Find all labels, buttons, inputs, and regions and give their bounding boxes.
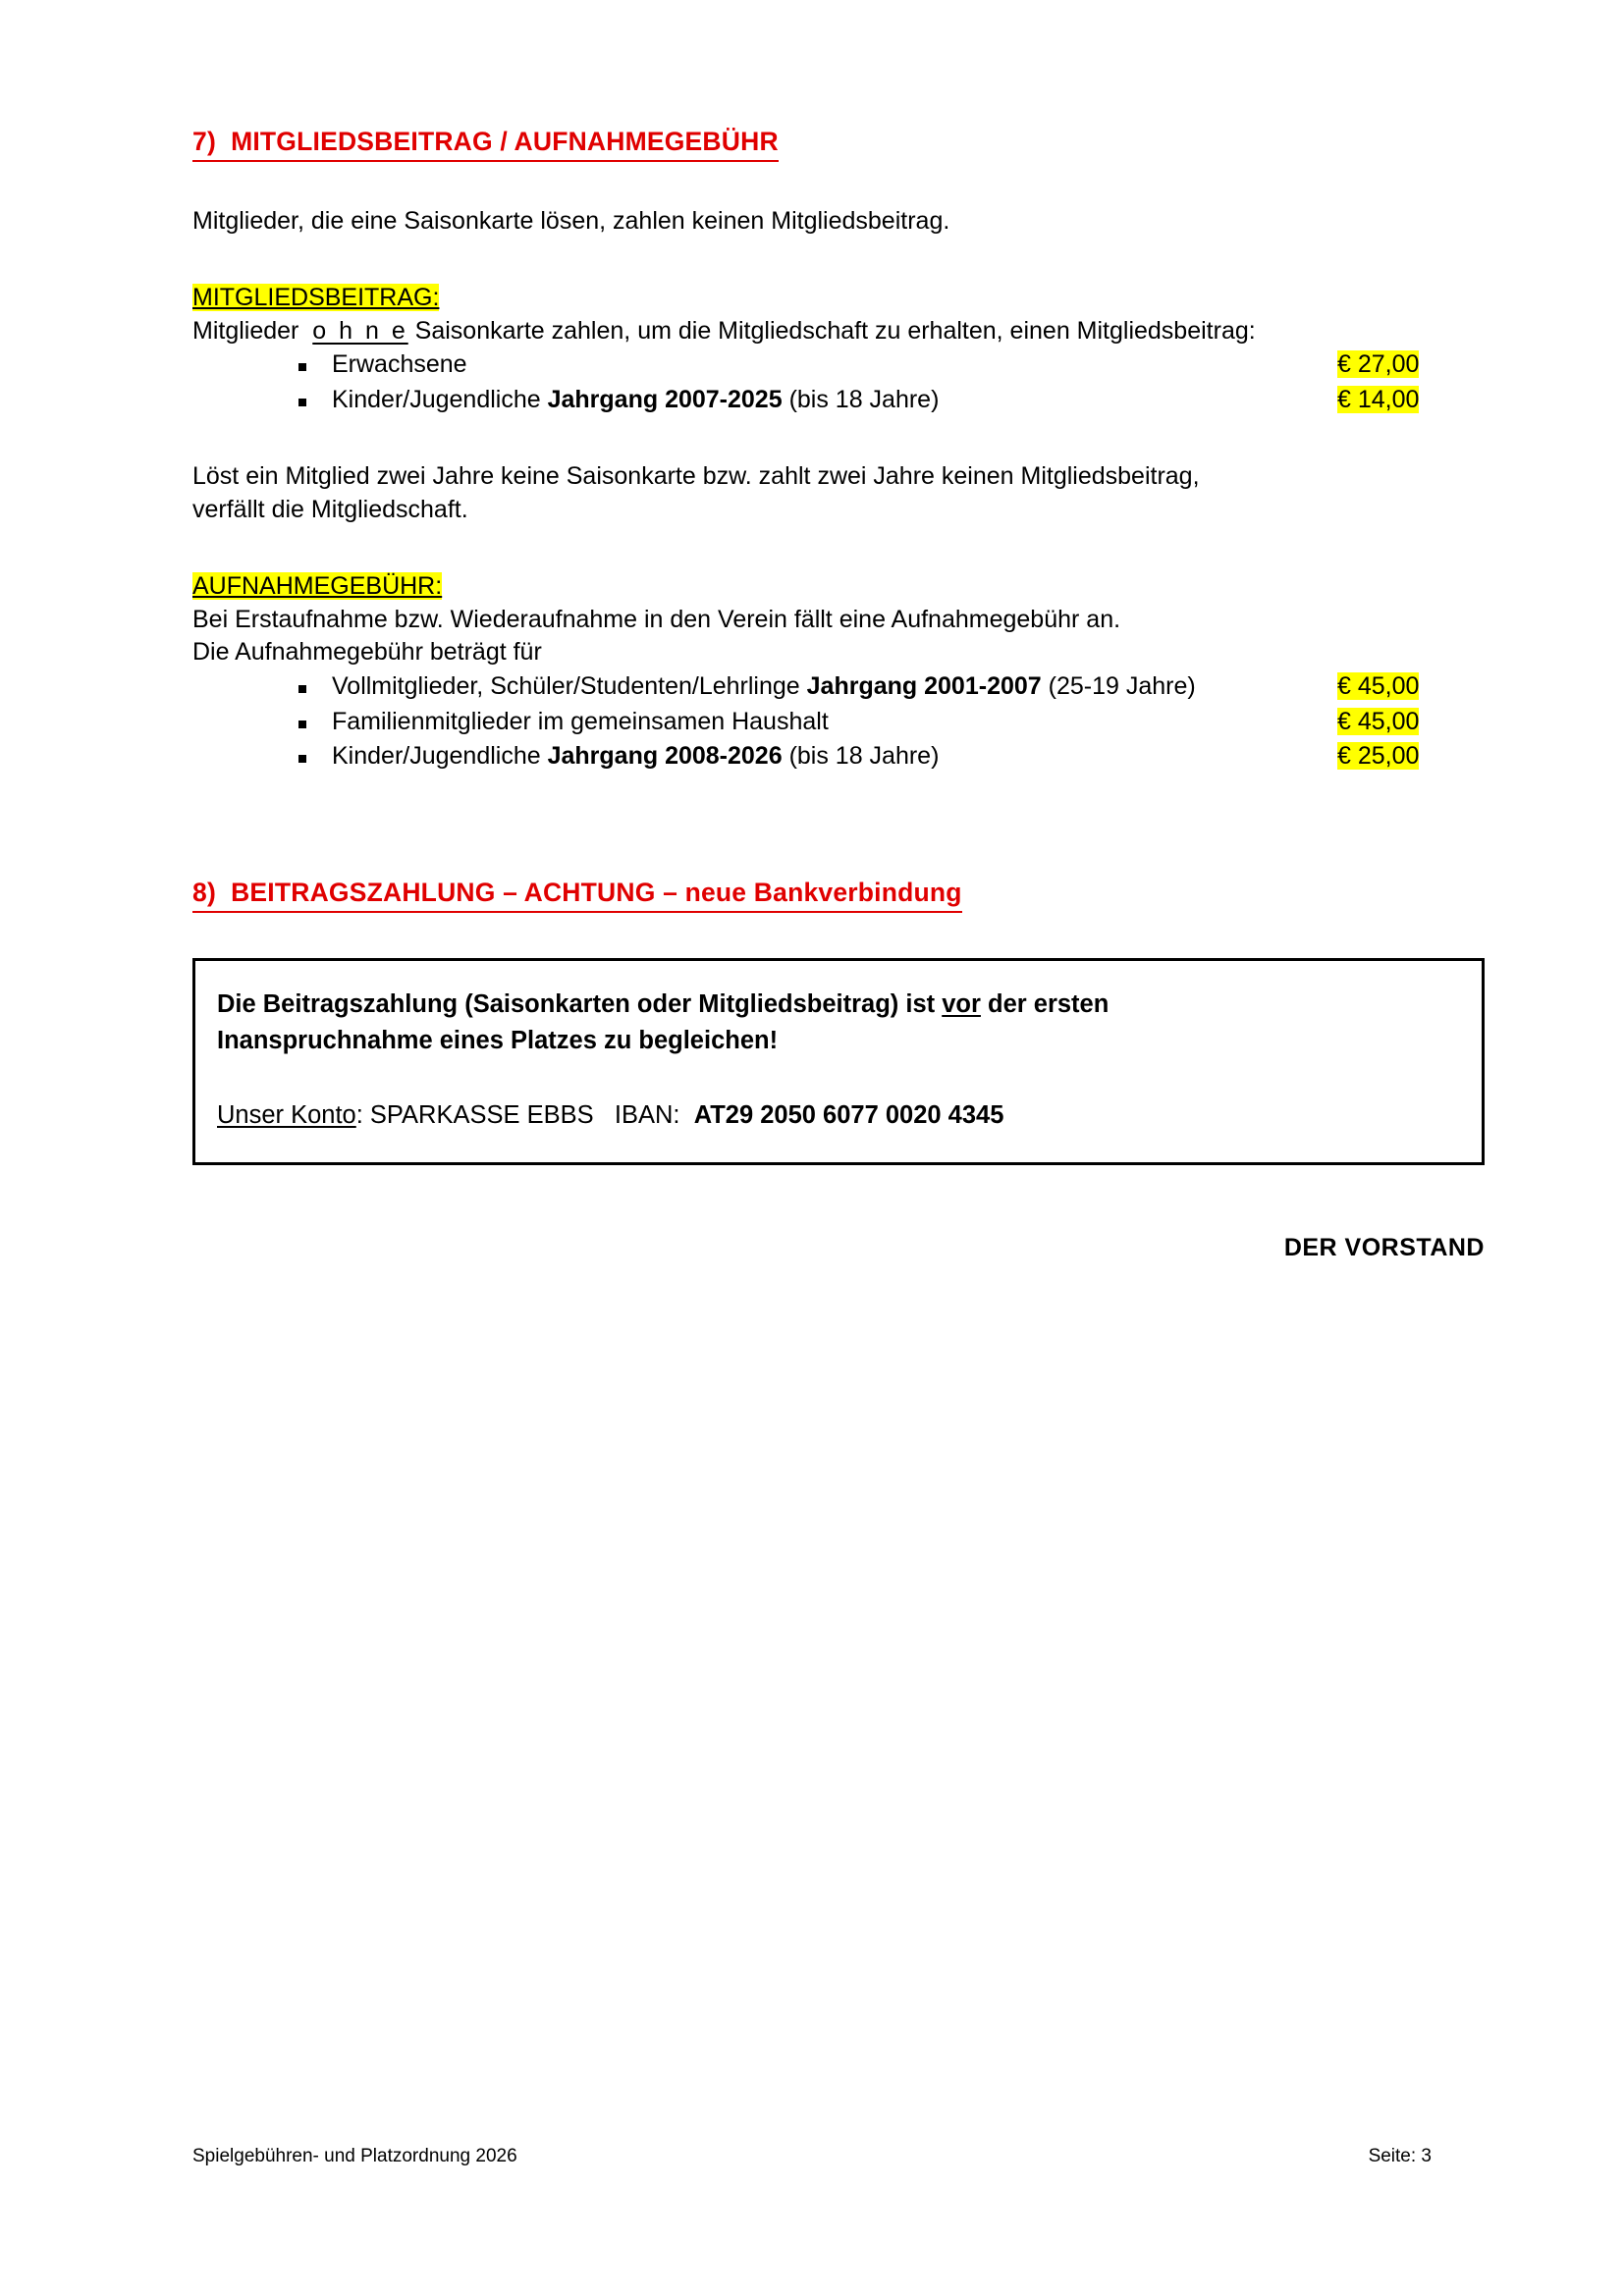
payment-notice-line-2: Inanspruchnahme eines Platzes zu begleichen! [217,1026,779,1054]
mitgliedsbeitrag-label-line [192,282,1485,315]
list-item-label-bold: Jahrgang 2007-2025 [547,385,783,413]
footer-document-title: Spielgebühren- und Platzordnung 2026 [192,2146,517,2166]
spacer [217,1059,1460,1098]
list-item-label-bold: Jahrgang 2008-2026 [547,742,783,771]
bank-name: SPARKASSE EBBS [369,1100,594,1129]
list-item-label-tail: (bis 18 Jahre) [782,742,940,771]
payment-notice-line-1-part-b: der ersten [980,989,1110,1018]
list-item-price-cell [1337,347,1485,383]
list-item-label [332,669,1337,705]
spacer [192,417,1485,460]
payment-notice-line-1 [217,987,1460,1023]
list-item-label-plain: Vollmitglieder, Schüler/Studenten/Lehrlinge [332,672,807,701]
list-item [192,669,1485,705]
mitgliedsbeitrag-label: MITGLIEDSBEITRAG: [192,283,440,311]
list-item-label-tail: (bis 18 Jahre) [782,385,940,413]
spacer [192,162,1485,205]
page-footer [192,2146,1432,2168]
list-item-label [332,705,1337,740]
iban-label: IBAN: [614,1100,694,1129]
list-item-label-tail: (25-19 Jahre) [1041,672,1196,701]
aufnahmegebuehr-label-line [192,570,1485,604]
footer-page-number: Seite: 3 [1368,2146,1432,2166]
list-item-label [332,383,1337,418]
mitgliedsbeitrag-lead-line [192,315,1485,348]
spacer [192,527,1485,570]
membership-expiry-line-1: Löst ein Mitglied zwei Jahre keine Saisonkarte bzw. zahlt zwei Jahre keinen Mitgliedsbeitrag, [192,462,1200,491]
membership-fee-adults-price: € 27,00 [1337,350,1420,379]
admission-fee-full-price: € 45,00 [1337,672,1420,701]
list-item [192,383,1485,418]
section-7-heading: 7) MITGLIEDSBEITRAG / AUFNAHMEGEBÜHR [192,126,779,162]
membership-intro-paragraph: Mitglieder, die eine Saisonkarte lösen, zahlen keinen Mitgliedsbeitrag. [192,207,950,236]
spacer [192,913,1485,958]
list-item [192,705,1485,740]
membership-fee-list [192,347,1485,417]
page-content [192,126,1485,1262]
list-item-price-cell [1337,739,1485,774]
section-7-heading-wrap [192,126,1485,162]
admission-fee-youth-price: € 25,00 [1337,742,1420,771]
spacer [192,1165,1485,1234]
spacer [192,774,1485,877]
list-item [192,739,1485,774]
spacer [192,239,1485,282]
list-item-label-bold: Jahrgang 2001-2007 [806,672,1042,701]
bank-account-separator: : [355,1100,370,1129]
iban-spacer [594,1101,615,1129]
bank-account-label: Unser Konto [217,1100,356,1129]
mitgliedsbeitrag-lead-prefix: Mitglieder [192,316,313,345]
payment-notice-box [192,958,1485,1166]
aufnahmegebuehr-label: AUFNAHMEGEBÜHR: [192,571,443,600]
aufnahmegebuehr-line-1: Bei Erstaufnahme bzw. Wiederaufnahme in den Verein fällt eine Aufnahmegebühr an. [192,605,1121,633]
mitgliedsbeitrag-lead-ohne: o h n e [312,316,408,345]
payment-notice-emphasis-vor: vor [942,989,981,1018]
admission-fee-list [192,669,1485,774]
list-item-label-plain: Erwachsene [332,350,467,379]
mitgliedsbeitrag-lead-suffix: Saisonkarte zahlen, um die Mitgliedschaft zu erhalten, einen Mitgliedsbeitrag: [407,316,1256,345]
list-item-label-plain: Kinder/Jugendliche [332,385,548,413]
list-item-price-cell [1337,669,1485,705]
payment-notice-line-1-part-a: Die Beitragszahlung (Saisonkarten oder Mitgliedsbeitrag) ist [217,989,943,1018]
admission-fee-family-price: € 45,00 [1337,707,1420,735]
list-item [192,347,1485,383]
membership-fee-youth-price: € 14,00 [1337,385,1420,413]
section-8-heading: 8) BEITRAGSZAHLUNG – ACHTUNG – neue Bankverbindung [192,877,962,913]
signature-der-vorstand: DER VORSTAND [1283,1234,1485,1262]
section-8-heading-wrap [192,877,1485,913]
list-item-label-plain: Familienmitglieder im gemeinsamen Haushalt [332,707,829,735]
list-item-label-plain: Kinder/Jugendliche [332,742,548,771]
list-item-label [332,739,1337,774]
list-item-price-cell [1337,705,1485,740]
aufnahmegebuehr-line-2: Die Aufnahmegebühr beträgt für [192,638,542,667]
iban-value: AT29 2050 6077 0020 4345 [693,1100,1004,1129]
membership-expiry-line-2: verfällt die Mitgliedschaft. [192,496,468,524]
list-item-price-cell [1337,383,1485,418]
bank-account-line [217,1098,1460,1134]
list-item-label [332,347,1337,383]
